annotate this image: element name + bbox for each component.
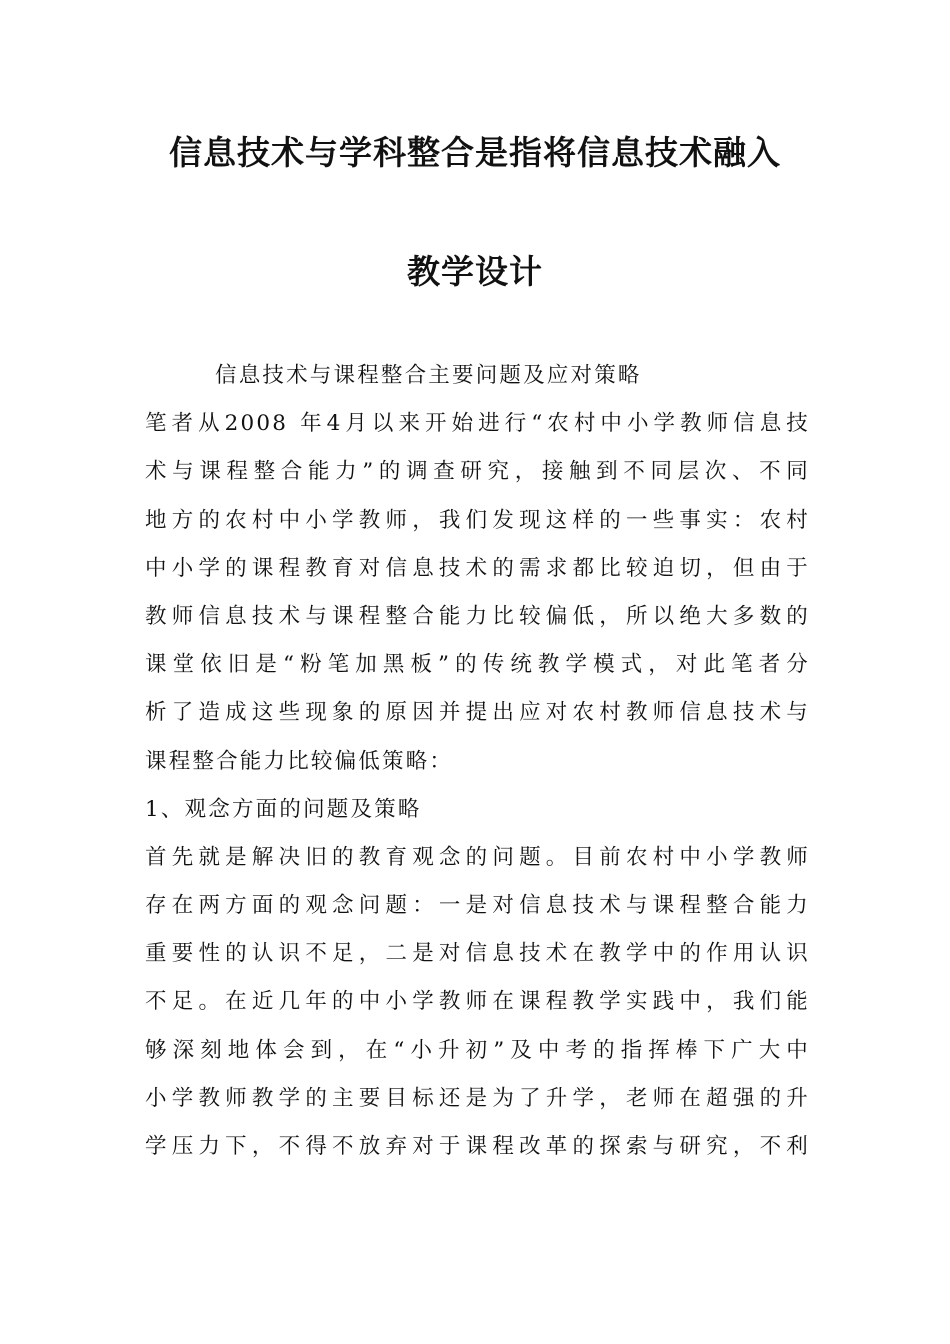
paragraph-line: 首先就是解决旧的教育观念的问题。目前农村中小学教师 bbox=[145, 844, 810, 870]
paragraph-line: 析了造成这些现象的原因并提出应对农村教师信息技术与 bbox=[145, 700, 810, 726]
paragraph-line: 学压力下，不得不放弃对于课程改革的探索与研究，不利 bbox=[145, 1134, 810, 1159]
paragraph-line: 地方的农村中小学教师，我们发现这样的一些事实：农村 bbox=[145, 507, 810, 533]
paragraph-line: 课程整合能力比较偏低策略： bbox=[145, 748, 454, 774]
paragraph-line: 存在两方面的观念问题：一是对信息技术与课程整合能力 bbox=[145, 893, 810, 919]
document-title-line-1: 信息技术与学科整合是指将信息技术融入 bbox=[169, 133, 781, 172]
section-heading: 信息技术与课程整合主要问题及应对策略 bbox=[215, 363, 642, 388]
paragraph-line: 术与课程整合能力”的调查研究，接触到不同层次、不同 bbox=[145, 459, 810, 485]
paragraph-line: 重要性的认识不足，二是对信息技术在教学中的作用认识 bbox=[145, 941, 810, 967]
paragraph-line: 小学教师教学的主要目标还是为了升学，老师在超强的升 bbox=[145, 1085, 810, 1111]
paragraph-line: 课堂依旧是“粉笔加黑板”的传统教学模式，对此笔者分 bbox=[145, 652, 810, 678]
paragraph-line: 够深刻地体会到，在“小升初”及中考的指挥棒下广大中 bbox=[145, 1037, 810, 1063]
paragraph-line: 笔者从2008 年4月以来开始进行“农村中小学教师信息技 bbox=[145, 411, 810, 437]
paragraph-line: 教师信息技术与课程整合能力比较偏低，所以绝大多数的 bbox=[145, 603, 810, 629]
document-body bbox=[145, 352, 810, 1171]
paragraph-line: 不足。在近几年的中小学教师在课程教学实践中，我们能 bbox=[145, 989, 810, 1015]
subsection-heading: 1、观念方面的问题及策略 bbox=[145, 796, 422, 822]
document-title-line-2: 教学设计 bbox=[407, 252, 543, 291]
paragraph-line: 中小学的课程教育对信息技术的需求都比较迫切，但由于 bbox=[145, 555, 810, 581]
